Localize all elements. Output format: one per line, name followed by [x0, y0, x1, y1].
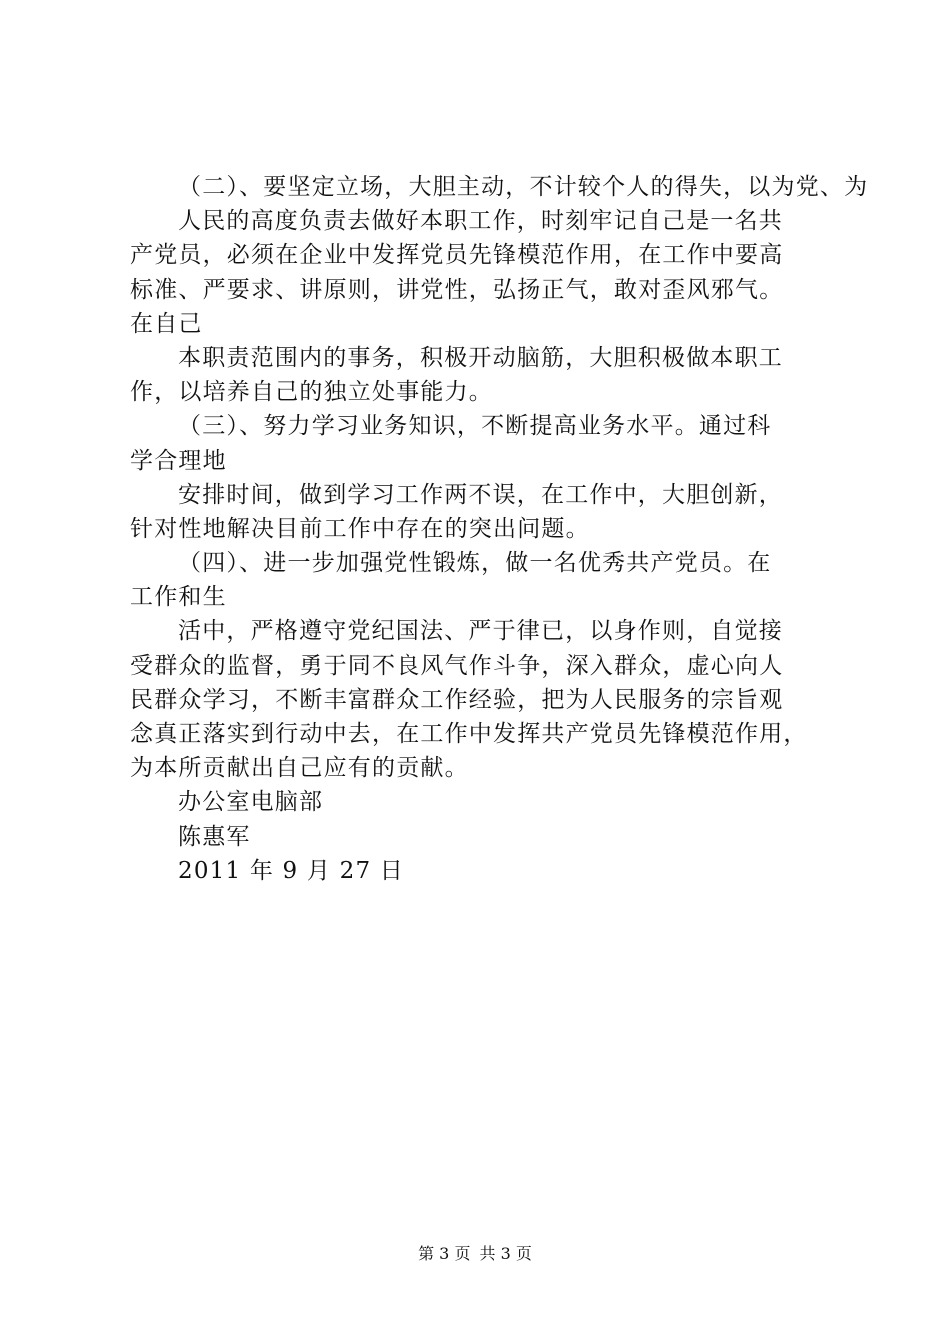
text-line: 学合理地	[130, 447, 227, 474]
text-line: 人民的高度负责去做好本职工作，时刻牢记自己是一名共	[178, 208, 783, 235]
signature-date: 2011 年 9 月 27 日	[178, 857, 404, 884]
text-line: 针对性地解决目前工作中存在的突出问题。	[130, 515, 590, 542]
text-line: 作，以培养自己的独立处事能力。	[130, 379, 493, 406]
text-line: 安排时间，做到学习工作两不误，在工作中，大胆创新，	[178, 481, 783, 508]
text-line: 为本所贡献出自己应有的贡献。	[130, 755, 469, 782]
text-line: 受群众的监督，勇于同不良风气作斗争，深入群众，虚心向人	[130, 652, 784, 679]
text-line: 民群众学习，不断丰富群众工作经验，把为人民服务的宗旨观	[130, 686, 784, 713]
text-line: （二）、要坚定立场，大胆主动，不计较个人的得失，以为党、为	[178, 174, 869, 200]
text-line: （四）、进一步加强党性锻炼，做一名优秀共产党员。在	[178, 550, 772, 577]
text-line: （三）、努力学习业务知识，不断提高业务水平。通过科	[178, 413, 772, 440]
text-line: 产党员，必须在企业中发挥党员先锋模范作用，在工作中要高	[130, 242, 784, 269]
text-line: 本职责范围内的事务，积极开动脑筋，大胆积极做本职工	[178, 344, 783, 371]
signature-name: 陈惠军	[178, 823, 251, 850]
text-line: 工作和生	[130, 584, 227, 611]
page-total: 共 3 页	[479, 1244, 532, 1263]
signature-department: 办公室电脑部	[178, 789, 324, 816]
text-line: 活中，严格遵守党纪国法、严于律已，以身作则，自觉接	[178, 618, 783, 645]
page-footer	[0, 1244, 950, 1264]
text-line: 念真正落实到行动中去，在工作中发挥共产党员先锋模范作用，	[130, 721, 808, 747]
text-line: 标准、严要求、讲原则，讲党性，弘扬正气，敢对歪风邪气。	[130, 276, 784, 303]
page-number: 第 3 页	[418, 1244, 471, 1263]
text-line: 在自己	[130, 310, 203, 337]
document-body	[130, 170, 869, 888]
